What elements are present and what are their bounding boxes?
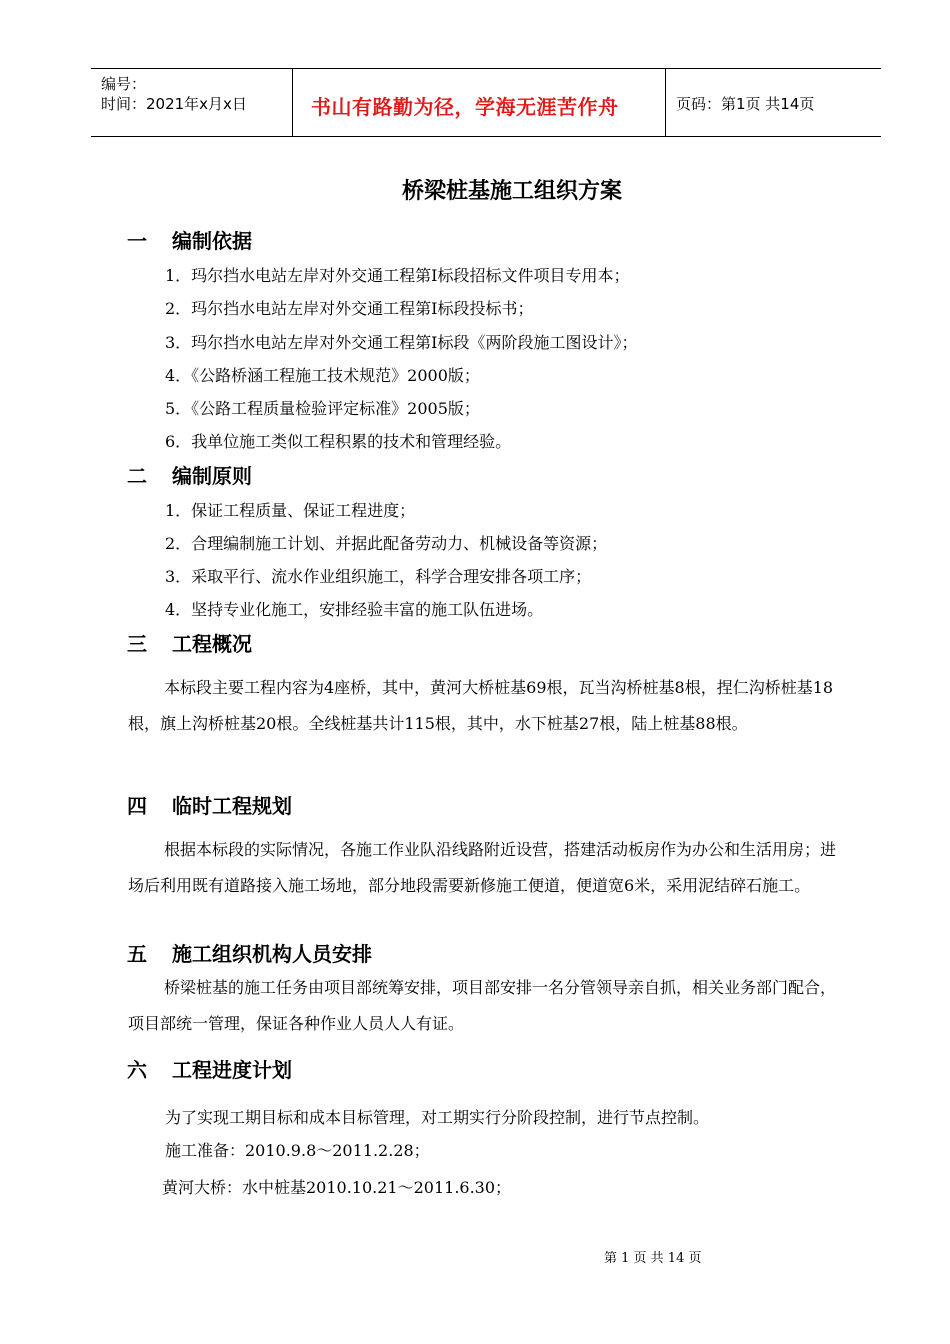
list-item: 为了实现工期目标和成本目标管理，对工期实行分阶段控制，进行节点控制。 — [165, 1108, 710, 1127]
section-title: 工程进度计划 — [172, 1058, 292, 1082]
section-title: 编制依据 — [172, 229, 252, 253]
section-number: 二 — [127, 464, 147, 488]
header-page-cell — [666, 69, 881, 136]
section-title: 施工组织机构人员安排 — [172, 942, 372, 966]
header-motto-cell — [293, 69, 666, 136]
list-item: 5．《公路工程质量检验评定标准》2005版； — [165, 399, 480, 418]
section-heading-3 — [127, 628, 252, 657]
list-item: 1．保证工程质量、保证工程进度； — [165, 501, 416, 520]
document-number-label: 编号： — [101, 75, 147, 93]
list-item: 3．采取平行、流水作业组织施工，科学合理安排各项工序； — [165, 567, 592, 586]
list-item: 1．玛尔挡水电站左岸对外交通工程第Ⅰ标段招标文件项目专用本； — [165, 266, 630, 285]
section-heading-1 — [127, 225, 252, 254]
paragraph-text: 本标段主要工程内容为4座桥，其中，黄河大桥桩基69根，瓦当沟桥桩基8根，捏仁沟桥桩基18根，旗上沟桥桩基20根。全线桩基共计115根，其中，水下桩基27根，陆上桩基88根。 — [128, 678, 834, 733]
document-time-label: 时间：2021年x月x日 — [101, 95, 247, 113]
paragraph-text: 桥梁桩基的施工任务由项目部统筹安排，项目部安排一名分管领导亲自抓，相关业务部门配合，项目部统一管理，保证各种作业人员人人有证。 — [128, 978, 837, 1033]
section-heading-5 — [127, 938, 372, 967]
section-paragraph — [128, 832, 848, 904]
header-page-number: 页码：第1页 共14页 — [676, 95, 815, 113]
list-item: 4．《公路桥涵工程施工技术规范》2000版； — [165, 366, 480, 385]
list-item: 3．玛尔挡水电站左岸对外交通工程第Ⅰ标段《两阶段施工图设计》； — [165, 333, 638, 352]
section-title: 编制原则 — [172, 464, 252, 488]
list-item: 2．合理编制施工计划、并据此配备劳动力、机械设备等资源； — [165, 534, 608, 553]
section-heading-2 — [127, 460, 252, 489]
header-table — [91, 68, 881, 137]
section-title: 工程概况 — [172, 632, 252, 656]
paragraph-text: 根据本标段的实际情况，各施工作业队沿线路附近设营，搭建活动板房作为办公和生活用房；进场后利用既有道路接入施工场地，部分地段需要新修施工便道，便道宽6米，采用泥结碎石施工。 — [128, 840, 837, 895]
list-item: 4．坚持专业化施工，安排经验丰富的施工队伍进场。 — [165, 600, 544, 619]
section-number: 一 — [127, 229, 147, 253]
list-item: 施工准备：2010.9.8～2011.2.28； — [165, 1141, 430, 1160]
section-number: 四 — [127, 794, 147, 818]
section-paragraph — [128, 670, 848, 742]
section-title: 临时工程规划 — [172, 794, 292, 818]
section-heading-6 — [127, 1054, 292, 1083]
header-meta-cell — [91, 69, 293, 136]
document-title: 桥梁桩基施工组织方案 — [401, 179, 622, 204]
section-number: 五 — [127, 942, 147, 966]
section-heading-4 — [127, 790, 292, 819]
section-number: 六 — [127, 1058, 147, 1082]
list-item: 2．玛尔挡水电站左岸对外交通工程第Ⅰ标段投标书； — [165, 299, 534, 318]
header-motto: 书山有路勤为径，学海无涯苦作舟 — [311, 95, 619, 119]
section-paragraph — [128, 970, 848, 1042]
list-item: 黄河大桥：水中桩基2010.10.21～2011.6.30； — [162, 1178, 512, 1197]
page-footer: 第 1 页 共 14 页 — [604, 1251, 702, 1266]
list-item: 6．我单位施工类似工程积累的技术和管理经验。 — [165, 432, 512, 451]
section-number: 三 — [127, 632, 147, 656]
